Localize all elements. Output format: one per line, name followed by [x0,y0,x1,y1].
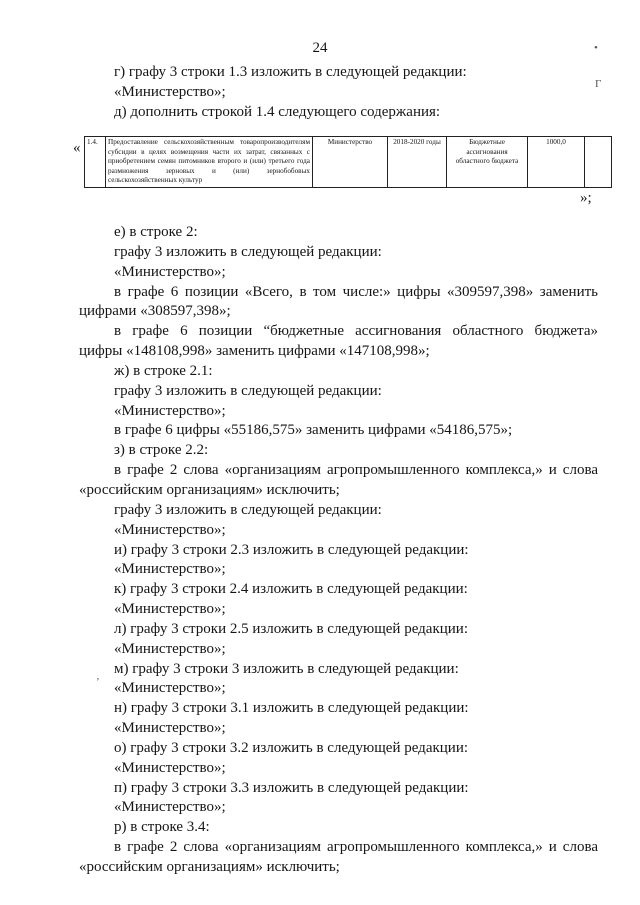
text-line: «российским организациям» исключить; [79,859,340,875]
quote-open: « [73,140,81,156]
text-line: о) графу 3 строки 3.2 изложить в следующей редакции: [114,740,469,756]
text-line: и) графу 3 строки 2.3 изложить в следующей редакции: [114,542,469,558]
text-line: цифры «148108,998» заменить цифрами «147108,998»; [79,343,430,359]
text-line: к) графу 3 строки 2.4 изложить в следующей редакции: [114,581,468,597]
text-line: е) в строке 2: [114,224,198,240]
text-line: н) графу 3 строки 3.1 изложить в следующей редакции: [114,700,469,716]
text-line: графу 3 изложить в следующей редакции: [114,244,382,260]
text-line: р) в строке 3.4: [114,819,210,835]
text-line: «Министерство»; [114,403,226,419]
text-line: д) дополнить строкой 1.4 следующего содержания: [114,104,441,120]
executor-cell: Министерство [313,137,388,188]
inserted-row-table [84,136,612,188]
empty-cell [585,137,612,188]
text-line: графу 3 изложить в следующей редакции: [114,383,382,399]
text-line: «российским организациям» исключить; [79,482,340,498]
text-line: п) графу 3 строки 3.3 изложить в следующей редакции: [114,780,469,796]
text-line: л) графу 3 строки 2.5 изложить в следующей редакции: [114,621,468,637]
quote-close: »; [580,190,592,206]
source-cell: Бюджетные ассигнования областного бюджета [447,137,528,188]
text-line: «Министерство»; [114,760,226,776]
text-line: «Министерство»; [114,680,226,696]
text-line: «Министерство»; [114,561,226,577]
text-line: «Министерство»; [114,601,226,617]
text-line: в графе 6 цифры «55186,575» заменить цифрами «54186,575»; [114,422,513,438]
text-line: «Министерство»; [114,522,226,538]
text-line: в графе 6 позиции “бюджетные ассигнования областного бюджета» [114,323,598,339]
amount-cell: 1000,0 [528,137,585,188]
text-line: в графе 2 слова «организациям агропромышленного комплекса,» и слова [114,839,598,855]
text-line: ж) в строке 2.1: [114,363,213,379]
text-line: цифрами «308597,398»; [79,303,231,319]
text-line: «Министерство»; [114,264,226,280]
page-number: 24 [312,40,328,56]
text-line: «Министерство»; [114,799,226,815]
description-cell: Предоставление сельскохозяйственным товаропроизводителям субсидии в целях возмещения части их затрат, связанных с приобретением семян питомников второго и (или) третьего года размножения зерновых и (или) зернобобовых сельскохозяйственных культур [106,137,313,188]
text-line: «Министерство»; [114,641,226,657]
text-line: в графе 2 слова «организациям агропромышленного комплекса,» и слова [114,462,598,478]
text-line: «Министерство»; [114,84,226,100]
text-line: м) графу 3 строки 3 изложить в следующей редакции: [114,661,459,677]
text-line: в графе 6 позиции «Всего, в том числе:» цифры «309597,398» заменить [114,284,598,300]
margin-mark: Г [595,78,602,90]
table-row [85,137,612,188]
period-cell: 2018-2020 годы [388,137,447,188]
text-line: г) графу 3 строки 1.3 изложить в следующей редакции: [114,64,467,80]
margin-mark: ’ [96,676,100,688]
row-number-cell: 1.4. [85,137,106,188]
text-line: графу 3 изложить в следующей редакции: [114,502,382,518]
text-line: з) в строке 2.2: [114,442,209,458]
margin-mark: • [594,42,598,54]
text-line: «Министерство»; [114,720,226,736]
